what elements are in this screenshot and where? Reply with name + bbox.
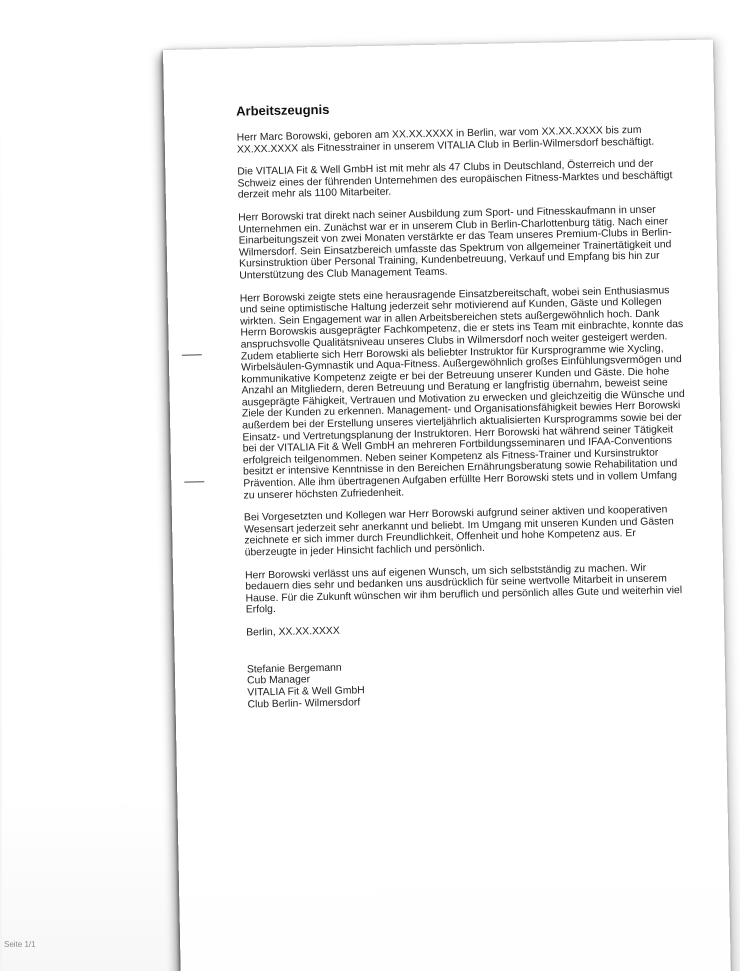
signature-name: Stefanie Bergemann xyxy=(246,662,342,676)
paragraph-behavior: Bei Vorgesetzten und Kollegen war Herr Borowski aufgrund seiner aktiven und kooperativen Wesensart jederzeit sehr anerkannt und beliebt. Im Umgang mit unseren Kunden und Gästen zeichnete er sich immer durch Freundlichkeit, Offenheit und hohe Kompetenz aus. Er überzeugte in jeder Hinsicht fachlich und persönlich. xyxy=(243,504,674,559)
signature-location: Club Berlin- Wilmersdorf xyxy=(247,697,361,711)
page-content xyxy=(236,95,694,711)
footer-watermark: Seite 1/1 xyxy=(4,940,36,949)
signature-company: VITALIA Fit & Well GmbH xyxy=(247,685,365,699)
fold-mark-bottom xyxy=(184,481,204,482)
paper-page xyxy=(163,39,734,971)
document-title: Arbeitszeugnis xyxy=(236,101,330,119)
paragraph-performance: Herr Borowski zeigte stets eine herausragende Einsatzbereitschaft, wobei sein Enthusiasmus und seine optimistische Haltung jederzeit sehr motivierend auf Kunden, Gäste und Kollegen wirkten. Sein Engagement war in allen Arbeitsbereichen stets außergewöhnlich hoch. Dank Herrn Borowskis ausgeprägter Fachkompetenz, die er stets ins Team mit einbrachte, konnte das anspruchsvolle Qualitätsniveau unseres Clubs in Wilmersdorf noch weiter gesteigert werden. Zudem etablierte sich Herr Borowski als beliebter Instruktor für Kursprogramme wie Xycling, Wirbelsäulen-Gymnastik und Aqua-Fitness. Außergewöhnlich großes Einfühlungsvermögen und kommunikative Kompetenz zeigte er bei der Betreuung unserer Kunden und Gäste. Die hohe Anzahl an Mitgliedern, deren Betreuung und Beratung er langfristig übernahm, beweist seine ausgeprägte Fähigkeit, Vertrauen und Motivation zu erwecken und gleichzeitig die Wünsche und Ziele der Kunden zu erkennen. Management- und Organisationsfähigkeit bewies Herr Borowski außerdem bei der Erstellung unseres vierteljährlich aktualisierten Kursprogramms sowie bei der Einsatz- und Vertretungsplanung der Instruktoren. Herr Borowski hat während seiner Tätigkeit bei der VITALIA Fit & Well GmbH an mehreren Fortbildungsseminaren und IFAA-Conventions erfolgreich teilgenommen. Neben seiner Kompetenz als Fitness-Trainer und Kursinstruktor besitzt er intensive Kenntnisse in den Bereichen Ernährungsberatung sowie Rehabilitation und Prävention. Alle ihm übertragenen Aufgaben erfüllte Herr Borowski stets und in vollem Umfang zu unserer höchsten Zufriedenheit. xyxy=(239,284,685,502)
paragraph-closing: Herr Borowski verlässt uns auf eigenen Wunsch, um sich selbstständig zu machen. Wir bedauern dies sehr und bedanken uns ausdrücklich für seine wertvolle Mitarbeit in unserem Hause. Für die Zukunft wünschen wir ihm beruflich und persönlich alles Gute und weiterhin viel Erfolg. xyxy=(245,562,683,616)
paragraph-career: Herr Borowski trat direkt nach seiner Ausbildung zum Sport- und Fitnesskaufmann in unser Unternehmen ein. Zunächst war er in unserem Club in Berlin-Charlottenburg tätig. Nach einer Einarbeitungszeit von zwei Monaten verstärkte er das Team unseres Premium-Clubs in Berlin-Wilmersdorf. Sein Einsatzbereich umfasste das Spektrum von allgemeiner Trainertätigkeit und Kursinstruktion über Personal Training, Kundenbetreuung, Verkauf und Empfang bis hin zur Unterstützung des Club Management Teams. xyxy=(238,204,672,282)
fold-mark-top xyxy=(182,354,202,355)
date-line: Berlin, XX.XX.XXXX xyxy=(246,625,340,639)
paragraph-company: Die VITALIA Fit & Well GmbH ist mit mehr als 47 Clubs in Deutschland, Österreich und der Schweiz eines der führenden Unternehmen des europäischen Fitness-Marktes und beschäftigt derzeit mehr als 1100 Mitarbeiter. xyxy=(237,158,673,201)
signature-role: Cub Manager xyxy=(247,674,311,687)
paragraph-intro: Herr Marc Borowski, geboren am XX.XX.XXXX in Berlin, war vom XX.XX.XXXX bis zum XX.XX.XXXX als Fitnesstrainer in unserem VITALIA Club in Berlin-Wilmersdorf beschäftigt. xyxy=(236,124,655,156)
left-edge xyxy=(0,0,2,971)
signature-block xyxy=(247,656,694,712)
